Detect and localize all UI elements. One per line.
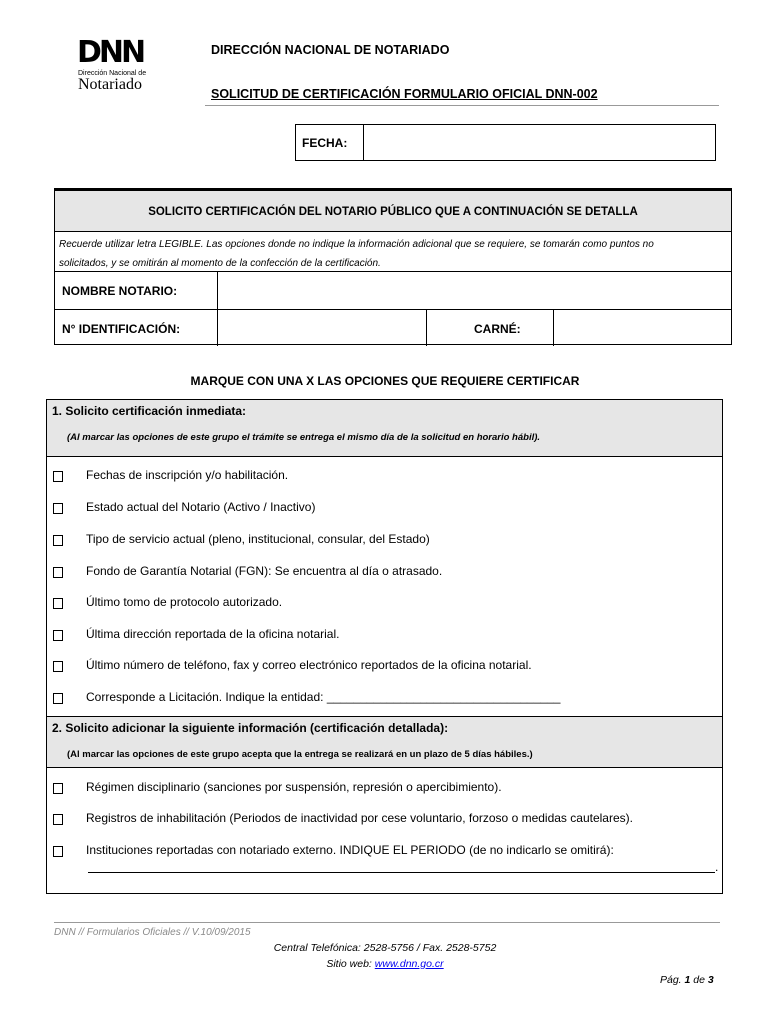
period-line-end: . bbox=[715, 860, 719, 874]
notary-name-row bbox=[55, 271, 731, 310]
footer-divider bbox=[54, 922, 720, 923]
option-label: Último tomo de protocolo autorizado. bbox=[86, 595, 283, 609]
checkbox[interactable] bbox=[53, 693, 63, 704]
checkbox[interactable] bbox=[53, 814, 63, 825]
certification-options-section bbox=[46, 399, 723, 894]
legibility-note bbox=[59, 235, 731, 273]
logo-subtitle: Dirección Nacional de bbox=[78, 70, 147, 77]
header-divider bbox=[205, 105, 719, 106]
group1-note: (Al marcar las opciones de este grupo el trámite se entrega el mismo día de la solicitud en horario hábil). bbox=[67, 432, 541, 443]
website-line bbox=[0, 958, 770, 970]
page-total: 3 bbox=[707, 974, 714, 986]
period-blank-line[interactable] bbox=[88, 872, 715, 873]
group2-header bbox=[47, 716, 722, 768]
option-label: Última dirección reportada de la oficina notarial. bbox=[86, 627, 340, 641]
identification-input[interactable] bbox=[218, 310, 426, 346]
legibility-note-line2: solicitados, y se omitirán al momento de la confección de la certificación. bbox=[59, 258, 381, 269]
checkbox[interactable] bbox=[53, 661, 63, 672]
checkbox[interactable] bbox=[53, 567, 63, 578]
form-title: SOLICITUD DE CERTIFICACIÓN FORMULARIO OFICIAL DNN-002 bbox=[211, 87, 598, 101]
option-row[interactable] bbox=[47, 688, 722, 716]
form-version: DNN // Formularios Oficiales // V.10/09/2015 bbox=[54, 927, 251, 938]
legibility-note-line1: Recuerde utilizar letra LEGIBLE. Las opciones donde no indique la información adicional que se requiere, se tomarán como puntos no bbox=[59, 239, 654, 250]
option-row[interactable] bbox=[47, 656, 722, 684]
option-label: Régimen disciplinario (sanciones por suspensión, represión o apercibimiento). bbox=[86, 780, 502, 794]
carne-label: CARNÉ: bbox=[474, 322, 521, 336]
page-prefix: Pág. bbox=[660, 974, 685, 986]
option-row[interactable] bbox=[47, 809, 722, 837]
checkbox[interactable] bbox=[53, 630, 63, 641]
option-row[interactable] bbox=[47, 625, 722, 653]
page-mid: de bbox=[690, 974, 708, 986]
cell-divider bbox=[426, 310, 427, 346]
notary-section-heading: SOLICITO CERTIFICACIÓN DEL NOTARIO PÚBLICO QUE A CONTINUACIÓN SE DETALLA bbox=[55, 191, 731, 232]
option-row[interactable] bbox=[47, 562, 722, 590]
checkbox[interactable] bbox=[53, 846, 63, 857]
checkbox[interactable] bbox=[53, 503, 63, 514]
identification-row bbox=[55, 309, 731, 346]
page-number bbox=[660, 974, 714, 986]
identification-label: N° IDENTIFICACIÓN: bbox=[62, 322, 181, 336]
option-label: Instituciones reportadas con notariado externo. INDIQUE EL PERIODO (de no indicarlo se omitirá): bbox=[86, 843, 614, 857]
option-label: Fechas de inscripción y/o habilitación. bbox=[86, 468, 289, 482]
option-row[interactable] bbox=[47, 841, 722, 869]
group2-title: 2. Solicito adicionar la siguiente información (certificación detallada): bbox=[52, 721, 449, 735]
date-label: FECHA: bbox=[296, 125, 364, 160]
carne-input[interactable] bbox=[554, 310, 731, 346]
option-label: Último número de teléfono, fax y correo electrónico reportados de la oficina notarial. bbox=[86, 658, 532, 672]
option-row[interactable] bbox=[47, 466, 722, 494]
checkbox[interactable] bbox=[53, 783, 63, 794]
website-label: Sitio web: bbox=[326, 958, 375, 970]
group1-header bbox=[47, 400, 722, 457]
dnn-logo: DNN bbox=[77, 35, 144, 70]
group2-note: (Al marcar las opciones de este grupo acepta que la entrega se realizará en un plazo de 5 días hábiles.) bbox=[67, 749, 533, 760]
date-field-box bbox=[295, 124, 716, 161]
organization-name: DIRECCIÓN NACIONAL DE NOTARIADO bbox=[211, 43, 450, 57]
notary-name-label: NOMBRE NOTARIO: bbox=[62, 284, 178, 298]
notary-name-input[interactable] bbox=[218, 272, 731, 310]
contact-phone: Central Telefónica: 2528-5756 / Fax. 2528-5752 bbox=[273, 942, 497, 954]
option-label: Fondo de Garantía Notarial (FGN): Se encuentra al día o atrasado. bbox=[86, 564, 443, 578]
option-row[interactable] bbox=[47, 498, 722, 526]
date-input[interactable] bbox=[364, 125, 715, 160]
option-label: Corresponde a Licitación. Indique la entidad: ___________________________________ bbox=[86, 690, 561, 704]
option-label: Registros de inhabilitación (Periodos de inactividad por cese voluntario, forzoso o medidas cautelares). bbox=[86, 811, 633, 825]
option-row[interactable] bbox=[47, 778, 722, 806]
group1-title: 1. Solicito certificación inmediata: bbox=[52, 404, 247, 418]
option-row[interactable] bbox=[47, 593, 722, 621]
checkbox[interactable] bbox=[53, 471, 63, 482]
instructions-heading: MARQUE CON UNA X LAS OPCIONES QUE REQUIERE CERTIFICAR bbox=[190, 374, 580, 388]
option-label: Tipo de servicio actual (pleno, institucional, consular, del Estado) bbox=[86, 532, 430, 546]
notary-details-section bbox=[54, 188, 732, 345]
checkbox[interactable] bbox=[53, 598, 63, 609]
logo-notariado: Notariado bbox=[78, 76, 142, 93]
website-link[interactable]: www.dnn.go.cr bbox=[374, 958, 444, 970]
page-current: 1 bbox=[684, 974, 691, 986]
option-row[interactable] bbox=[47, 530, 722, 558]
checkbox[interactable] bbox=[53, 535, 63, 546]
option-label: Estado actual del Notario (Activo / Inactivo) bbox=[86, 500, 316, 514]
